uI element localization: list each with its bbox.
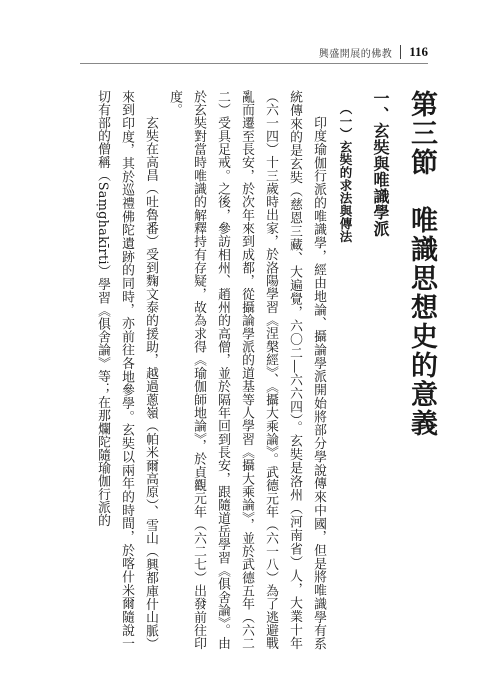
- chapter-title: 第三節 唯識思想史的意義: [406, 90, 437, 438]
- running-header: [319, 44, 428, 60]
- header-divider: [400, 45, 401, 59]
- subsection-heading: （一）玄奘的求法與傳法: [338, 102, 353, 243]
- running-title: 興盛開展的佛教: [318, 48, 393, 60]
- page-body: [90, 90, 440, 650]
- section-heading: 一、玄奘與唯識學派: [371, 90, 390, 237]
- header-rule-line: [80, 63, 428, 64]
- paragraph-2: 玄奘在高昌（吐魯番）受到麴文泰的援助，越過蔥嶺（帕米爾高原）、雪山（興都庫什山脈）來到印度，其於巡禮佛陀遺跡的同時，亦前往各地參學。玄奘以兩年的時間，於喀什米爾隨說一切有部的僧稱（Saṃghakīrti）學習《俱舍論》等；在那爛陀隨瑜伽行派的: [95, 90, 158, 650]
- page-number: 116: [409, 44, 428, 59]
- paragraph-1: 印度瑜伽行派的唯識學，經由地論、攝論學派開始將部分學說傳來中國，但是將唯識學有系統傳來的是玄奘（慈恩三藏、大遍覺，六〇二―六六四）。玄奘是洛州（河南省）人，大業十年（六一四）十三歲時出家，於洛陽學習《涅槃經》、《攝大乘論》。武德元年（六一八）為了逃避戰亂而遷至長安，於次年來到成都，從攝論學派的道基等人學習《攝大乘論》，並於武德五年（六二二）受具足戒。之後，參訪相州、趙州的高僧，並於隔年回到長安，跟隨道岳學習《俱舍論》。由於玄奘對當時唯識的解釋持有存疑，故為求得《瑜伽師地論》，於貞觀元年（六二七）出發前往印度。: [167, 90, 326, 650]
